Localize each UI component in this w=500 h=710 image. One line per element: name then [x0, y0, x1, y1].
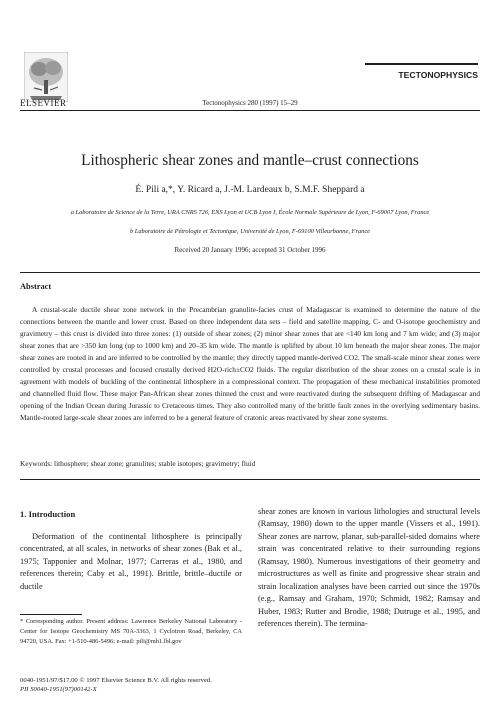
article-title: Lithospheric shear zones and mantle–crust connections	[81, 152, 419, 169]
elsevier-tree-logo	[24, 52, 68, 102]
footnote-rule	[20, 614, 82, 615]
received-dates: Received 20 January 1996; accepted 31 October 1996	[174, 246, 326, 254]
copyright-line: 0040-1951/97/$17.00 © 1997 Elsevier Science B.V. All rights reserved.	[20, 677, 212, 684]
corresponding-author-footnote: * Corresponding author. Present address: Lawrence Berkeley National Laboratory - Center for Isotope Geochemistry MS 70A-3363, 1 Cyclotron Road, Berkeley, CA 94720, USA. Fax: +1-510-486-5496; e-mail: pili@mh1.lbl.gov	[20, 618, 242, 645]
introduction-right-column: shear zones are known in various lithologies and structural levels (Ramsay, 1980) down to the upper mantle (Vissers et al., 1991). Shear zones are narrow, planar, sub-parallel-sided domains where strain was concentrated relative to their surrounding regions (Ramsay, 1980). Numerous investigations of their geometry and microstructures as well as finite and progressive shear strain and strain localization analyses have been carried out since the 1970s (e.g., Ramsay and Graham, 1970; Schmidt, 1982; Ramsay and Huber, 1983; Rutter and Brodie, 1988; Dutruge et al., 1995, and references therein). The termina-	[258, 507, 480, 629]
affiliation-b: b Laboratoire de Pétrologie et Tectonique, Université de Lyon, F-69100 Villeurbanne, France	[129, 228, 370, 235]
section-heading-introduction: 1. Introduction	[20, 509, 76, 519]
abstract-top-rule	[20, 272, 480, 273]
header-rule	[20, 110, 480, 111]
affiliation-a: a Laboratoire de Science de la Terre, URA CNRS 726, ENS Lyon et UCB Lyon I, École Normale Supérieure de Lyon, F-69007 Lyon, France	[70, 209, 430, 216]
publisher-name: ELSEVIER	[20, 98, 67, 108]
pii-line: PII S0040-1951(97)00142-X	[20, 686, 97, 693]
abstract-heading: Abstract	[20, 282, 52, 291]
journal-citation: Tectonophysics 280 (1997) 15–29	[202, 99, 298, 107]
keywords: Keywords: lithosphere; shear zone; granulites; stable isotopes; gravimetry; fluid	[20, 459, 256, 468]
author-list: É. Pili a,*, Y. Ricard a, J.-M. Lardeaux b, S.M.F. Sheppard a	[135, 185, 365, 195]
abstract-bottom-rule	[20, 479, 480, 480]
abstract-body: A crustal-scale ductile shear zone network in the Precambrian granulite-facies crust of Madagascar is examined to determine the nature of the connections between the mantle and lower crust. Based on three independent data sets – field and satellite mapping, C- and O-isotope geochemistry and gravimetry – this crust is divided into three zones: (1) outside of shear zones; (2) minor shear zones that are <140 km long and 7 km wide; and (3) major shear zones that are >350 km long (up to 1000 km) and 20–35 km wide. The mantle is uplifted by about 10 km beneath the major shear zones. The major shear zones are rooted in and are inferred to be controlled by the mantle; they directly tapped mantle-derived CO2. The small-scale minor shear zones were controlled by crustal processes and focused crustally derived H2O-rich±CO2 fluids. The regular distribution of the shear zones on a crustal scale is in agreement with models of buckling of the continental lithosphere in a compressional context. The propagation of these mechanical instabilities promoted and channelled fluid flow. These major Pan-African shear zones thinned the crust and were reactivated during the subsequent drifting of Madagascar and opening of the Indian Ocean during Jurassic to Cretaceous times. They also controlled many of the brittle fault zones in the overlying sedimentary basins. Mantle-rooted large-scale shear zones are inferred to be a general feature of cratonic areas reactivated by shear zone systems.	[20, 305, 480, 422]
introduction-left-column: Deformation of the continental lithosphere is principally concentrated, at all scales, in networks of shear zones (Bak et al., 1975; Tapponier and Molnar, 1977; Carreras et al., 1980, and references therein; Caby et al., 1991). Brittle, brittle–ductile or ductile	[20, 532, 242, 591]
journal-banner: TECTONOPHYSICS	[365, 63, 478, 80]
